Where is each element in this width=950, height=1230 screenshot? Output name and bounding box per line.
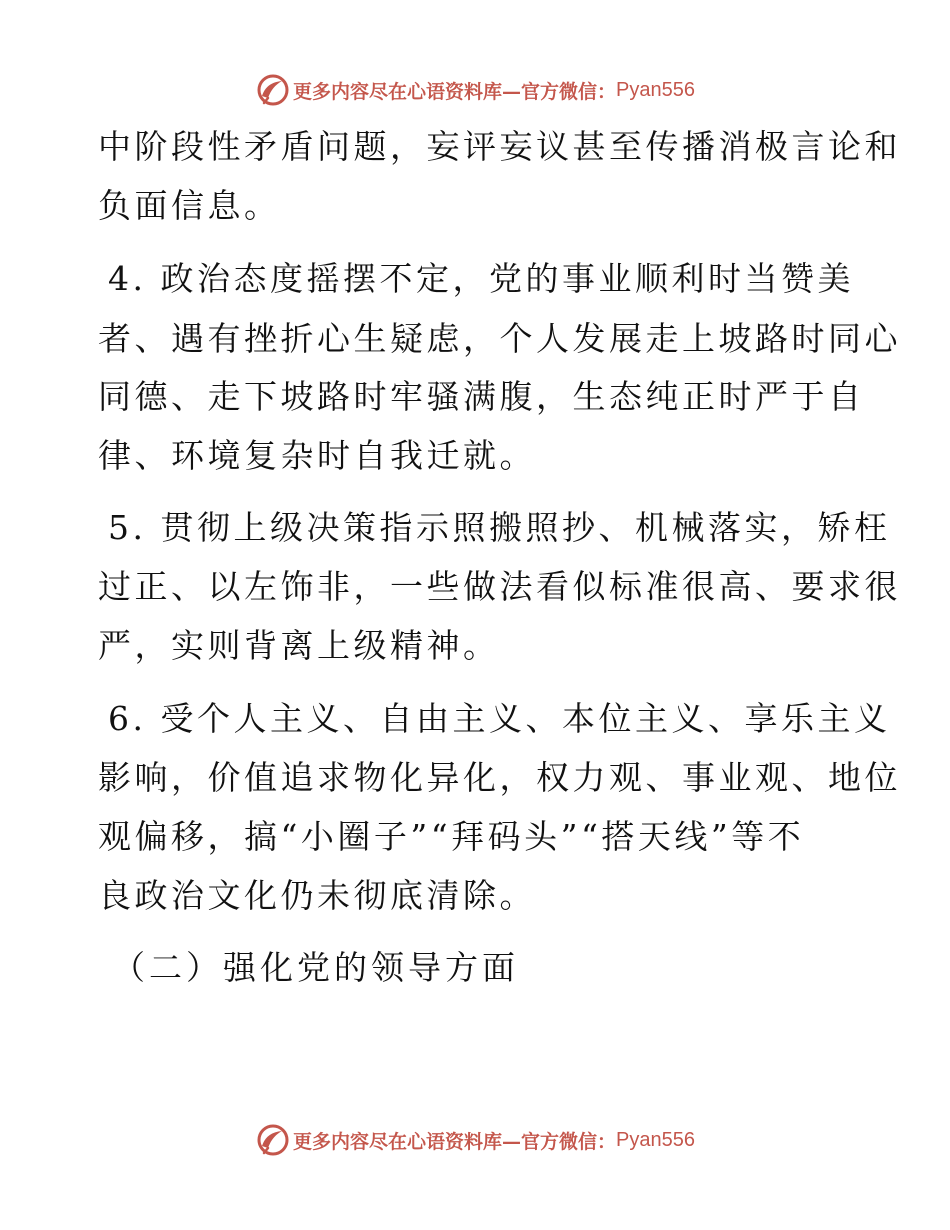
body-line: 6. 受个人主义、自由主义、本位主义、享乐主义 <box>108 699 891 738</box>
section-heading: （二）强化党的领导方面 <box>112 948 519 987</box>
header-watermark-banner <box>0 70 950 110</box>
body-line: 者、遇有挫折心生疑虑，个人发展走上坡路时同心 <box>98 319 901 358</box>
banner-text: 更多内容尽在心语资料库— <box>293 80 522 103</box>
banner-wechat-id: Pyan556 <box>616 78 695 101</box>
body-line: 负面信息。 <box>98 186 281 225</box>
body-line: 4. 政治态度摇摆不定，党的事业顺利时当赞美 <box>108 259 854 298</box>
body-line: 过正、以左饰非，一些做法看似标准很高、要求很 <box>98 567 901 606</box>
body-line: 同德、走下坡路时牢骚满腹，生态纯正时严于自 <box>98 377 865 416</box>
banner-wechat-label: 官方微信： <box>521 1130 617 1153</box>
pen-logo-icon <box>255 1122 291 1158</box>
body-line: 观偏移，搞“小圈子”“拜码头”“搭天线”等不 <box>98 817 805 856</box>
banner-wechat-label: 官方微信： <box>521 80 617 103</box>
banner-wechat-id: Pyan556 <box>616 1128 695 1151</box>
body-line: 中阶段性矛盾问题，妄评妄议甚至传播消极言论和 <box>98 127 901 166</box>
banner-text: 更多内容尽在心语资料库— <box>293 1130 522 1153</box>
body-line: 严，实则背离上级精神。 <box>98 626 500 665</box>
body-line: 良政治文化仍未彻底清除。 <box>98 876 536 915</box>
pen-logo-icon <box>255 72 291 108</box>
footer-watermark-banner <box>0 1120 950 1160</box>
body-line: 影响，价值追求物化异化，权力观、事业观、地位 <box>98 758 901 797</box>
body-line: 律、环境复杂时自我迁就。 <box>98 436 536 475</box>
body-line: 5. 贯彻上级决策指示照搬照抄、机械落实，矫枉 <box>108 508 891 547</box>
